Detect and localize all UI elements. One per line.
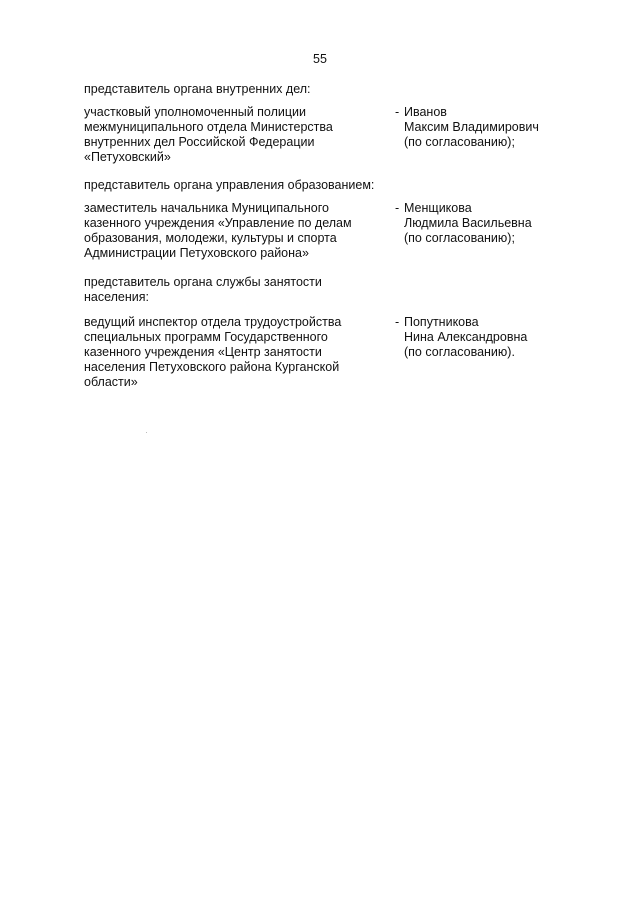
scan-speck	[146, 432, 147, 433]
member-position	[84, 105, 374, 165]
person-line: Иванов	[404, 105, 447, 119]
page-number: 55	[313, 52, 327, 66]
position-line: образования, молодежи, культуры и спорта	[84, 231, 337, 245]
position-line: Администрации Петуховского района»	[84, 246, 309, 260]
list-dash: -	[395, 201, 400, 215]
position-line: внутренних дел Российской Федерации	[84, 135, 315, 149]
person-line: (по согласованию).	[404, 345, 515, 359]
position-line: специальных программ Государственного	[84, 330, 328, 344]
person-line: Попутникова	[404, 315, 479, 329]
member-position	[84, 315, 374, 390]
position-line: межмуниципального отдела Министерства	[84, 120, 333, 134]
heading-line: представитель органа управления образованием:	[84, 178, 375, 192]
list-dash: -	[395, 315, 400, 329]
heading-line: представитель органа внутренних дел:	[84, 82, 311, 96]
person-line: (по согласованию);	[404, 135, 515, 149]
position-line: участковый уполномоченный полиции	[84, 105, 307, 119]
person-line: (по согласованию);	[404, 231, 515, 245]
section-heading-internal-affairs	[84, 82, 384, 97]
position-line: «Петуховский»	[84, 150, 171, 164]
section-heading-education	[84, 178, 384, 193]
position-line: ведущий инспектор отдела трудоустройства	[84, 315, 342, 329]
section-heading-employment	[84, 275, 384, 305]
position-line: заместитель начальника Муниципального	[84, 201, 329, 215]
position-line: области»	[84, 375, 138, 389]
member-name	[404, 315, 527, 360]
member-name	[404, 201, 532, 246]
person-line: Нина Александровна	[404, 330, 528, 344]
person-line: Менщикова	[404, 201, 472, 215]
member-name	[404, 105, 539, 150]
member-position	[84, 201, 374, 261]
list-dash: -	[395, 105, 400, 119]
position-line: казенного учреждения «Управление по делам	[84, 216, 352, 230]
person-line: Людмила Васильевна	[404, 216, 532, 230]
position-line: казенного учреждения «Центр занятости	[84, 345, 322, 359]
heading-line: представитель органа службы занятости	[84, 275, 322, 289]
person-line: Максим Владимирович	[404, 120, 539, 134]
heading-line: населения:	[84, 290, 150, 304]
position-line: населения Петуховского района Курганской	[84, 360, 340, 374]
